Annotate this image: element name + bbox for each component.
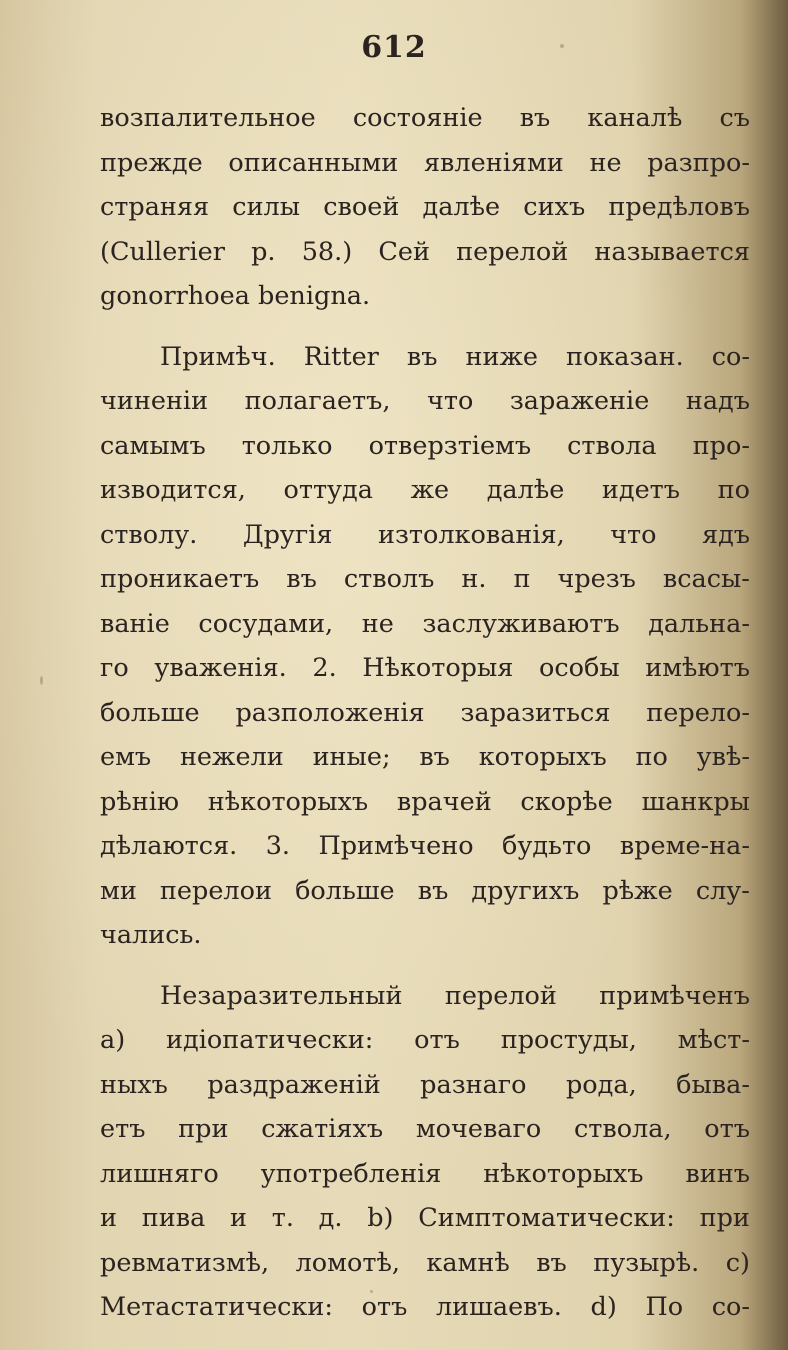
text-line: ваніе сосудами, не заслуживаютъ дальна-: [100, 608, 750, 639]
text-line: Метастатически: отъ лишаевъ. d) По со-: [100, 1292, 750, 1322]
text-line: Примѣч. Ritter въ ниже показан. со-: [160, 341, 750, 372]
paper-stain: [40, 676, 43, 685]
text-line: и пива и т. д. b) Симптоматически: при: [100, 1203, 750, 1233]
text-line: a) идіопатически: отъ простуды, мѣст-: [100, 1025, 750, 1055]
text-line: дѣлаются. 3. Примѣчено будьто време-на-: [100, 831, 750, 861]
text-line: ми перелои больше въ другихъ рѣже слу-: [100, 875, 750, 906]
text-line: самымъ только отверзтіемъ ствола про-: [100, 430, 750, 461]
text-line: чиненіи полагаетъ, что зараженіе надъ: [100, 386, 750, 416]
text-line: изводится, оттуда же далѣе идетъ по: [100, 475, 750, 505]
text-line: емъ нежели иные; въ которыхъ по увѣ-: [100, 742, 750, 772]
text-line: прежде описанными явленіями не разпро-: [100, 147, 750, 178]
text-line: проникаетъ въ стволъ н. п чрезъ всасы-: [100, 564, 750, 594]
text-line: gonorrhoea benigna.: [100, 281, 371, 311]
text-line: возпалительное состояніе въ каналѣ съ: [100, 103, 750, 133]
text-line: больше разположенія заразиться перело-: [100, 697, 750, 728]
text-line: (Cullerier p. 58.) Сей перелой называется: [100, 236, 750, 267]
text-line: чались.: [100, 920, 202, 950]
text-line: Незаразительный перелой примѣченъ: [160, 980, 750, 1011]
text-line: ныхъ раздраженій разнаго рода, быва-: [100, 1069, 750, 1100]
text-line: ревматизмѣ, ломотѣ, камнѣ въ пузырѣ. c): [100, 1247, 750, 1278]
page-number: 612: [361, 30, 427, 65]
text-line: лишняго употребленія нѣкоторыхъ винъ: [100, 1158, 750, 1189]
text-line: рѣнію нѣкоторыхъ врачей скорѣе шанкры: [100, 786, 750, 817]
body-text: [100, 96, 750, 1330]
text-line: стволу. Другія изтолкованія, что ядъ: [100, 519, 750, 550]
text-line: го уваженія. 2. Нѣкоторыя особы имѣютъ: [100, 653, 750, 683]
text-line: етъ при сжатіяхъ мочеваго ствола, отъ: [100, 1114, 750, 1144]
text-line: страняя силы своей далѣе сихъ предѣловъ: [100, 192, 750, 222]
